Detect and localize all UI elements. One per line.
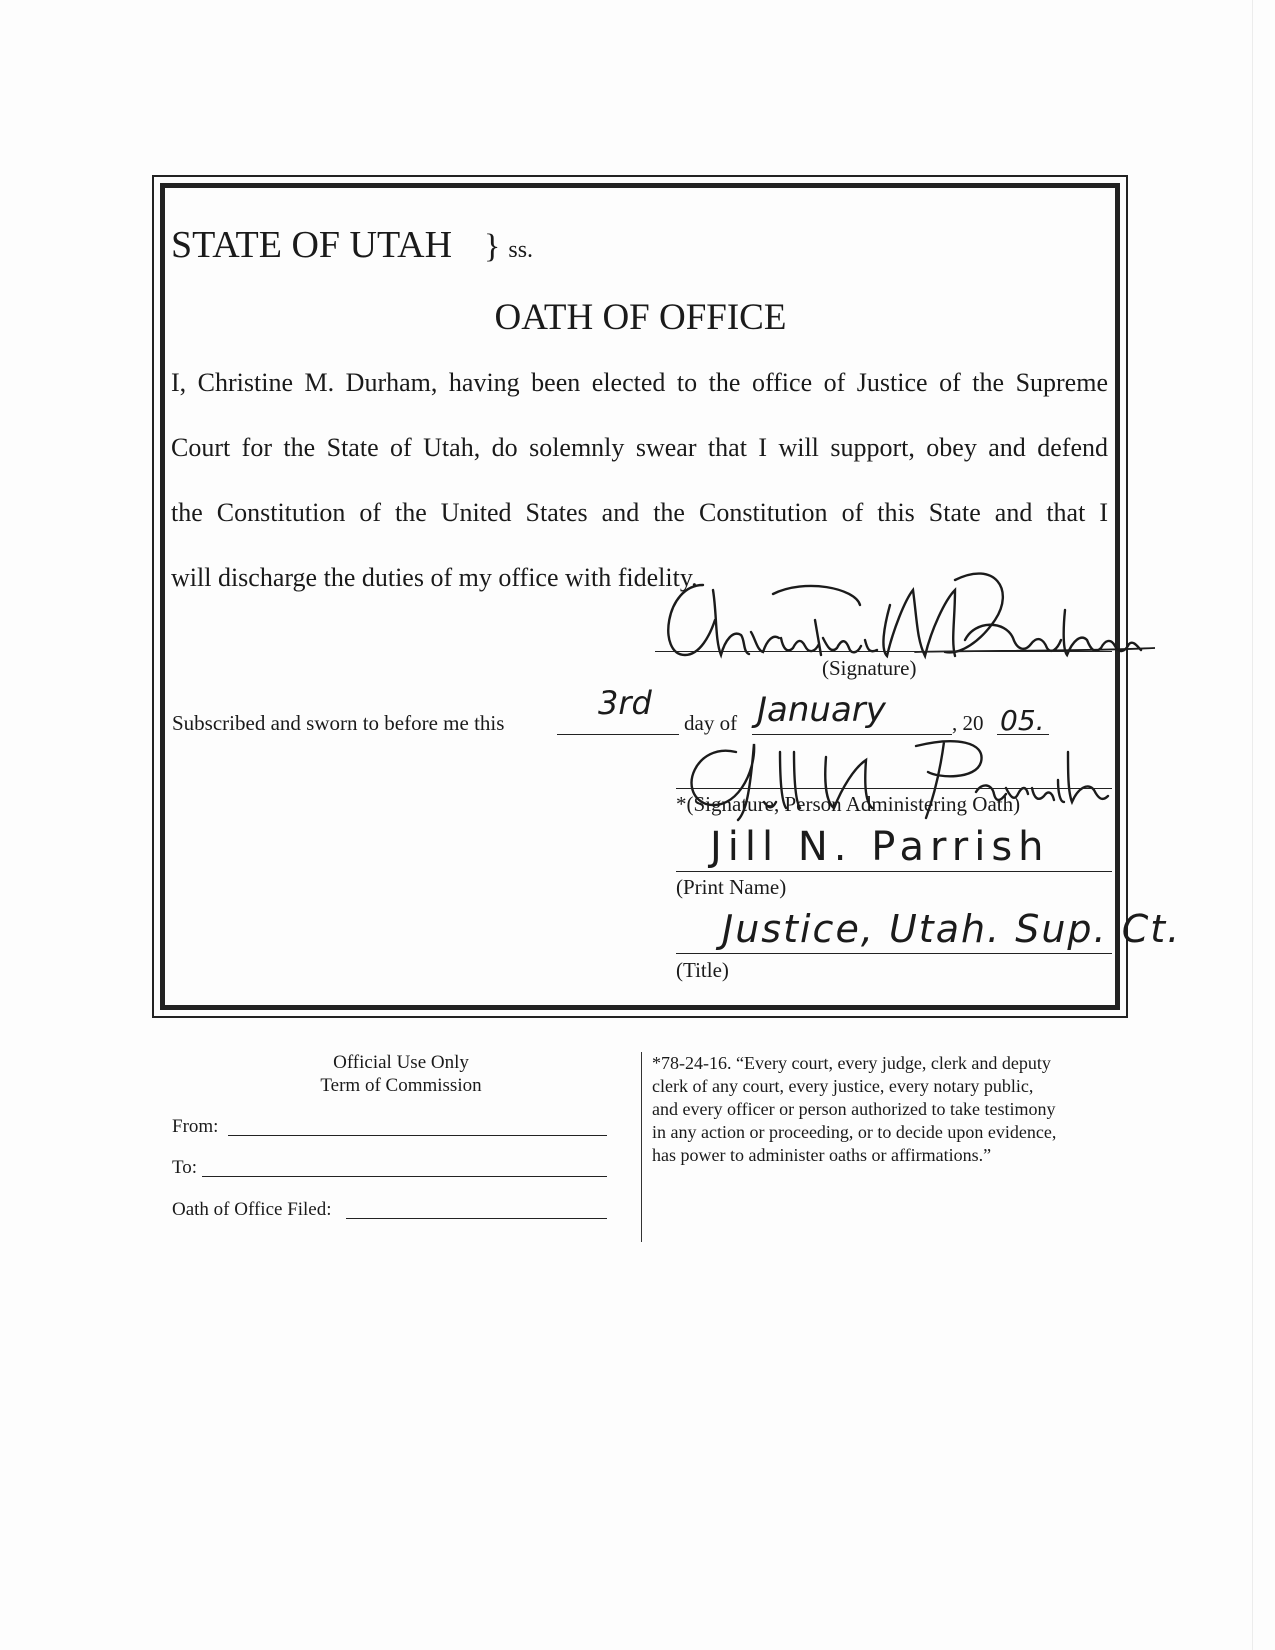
footnote-line-2: clerk of any court, every justice, every notary public, bbox=[652, 1076, 1034, 1096]
signature-caption: (Signature) bbox=[822, 656, 917, 680]
footnote-line-5: has power to administer oaths or affirmations.” bbox=[652, 1145, 992, 1165]
page-edge bbox=[1252, 0, 1253, 1650]
oath-filed-label: Oath of Office Filed: bbox=[172, 1199, 332, 1220]
oath-text-line-1: I, Christine M. Durham, having been elected to the office of Justice of the Supreme bbox=[171, 368, 1108, 397]
from-field-line[interactable] bbox=[228, 1135, 607, 1136]
official-use-heading: Official Use Only bbox=[333, 1052, 469, 1073]
term-of-commission-heading: Term of Commission bbox=[320, 1075, 482, 1096]
print-name-line bbox=[676, 871, 1112, 872]
oath-text-line-4: will discharge the duties of my office with fidelity. bbox=[171, 563, 698, 592]
print-name-caption: (Print Name) bbox=[676, 875, 787, 899]
year-prefix: , 20 bbox=[952, 711, 984, 735]
state-heading bbox=[171, 223, 533, 267]
signer-handwritten-signature bbox=[655, 560, 1155, 665]
document-title: OATH OF OFFICE bbox=[494, 297, 787, 338]
footnote-line-1: *78-24-16. “Every court, every judge, clerk and deputy bbox=[652, 1053, 1051, 1073]
footnote-line-4: in any action or proceeding, or to decide upon evidence, bbox=[652, 1122, 1057, 1142]
footnote-line-3: and every officer or person authorized to take testimony bbox=[652, 1099, 1056, 1119]
month-handwritten: January bbox=[757, 690, 886, 730]
ss-abbreviation: ss. bbox=[508, 237, 534, 263]
statute-footnote bbox=[652, 1052, 1122, 1167]
day-line bbox=[557, 734, 679, 735]
title-caption: (Title) bbox=[676, 958, 729, 982]
oath-text-line-2: Court for the State of Utah, do solemnly swear that I will support, obey and defend bbox=[171, 433, 1108, 462]
print-name-handwritten: Jill N. Parrish bbox=[710, 824, 1050, 870]
administrator-signature-line bbox=[676, 788, 1112, 789]
section-divider bbox=[641, 1052, 642, 1242]
title-handwritten: Justice, Utah. Sup. Ct. bbox=[722, 907, 1182, 951]
day-handwritten: 3rd bbox=[598, 684, 652, 722]
day-of-label: day of bbox=[684, 711, 738, 735]
year-handwritten: 05. bbox=[1000, 704, 1045, 737]
state-name: STATE OF UTAH bbox=[171, 224, 453, 266]
subscribed-prefix: Subscribed and sworn to before me this bbox=[172, 711, 505, 735]
oath-text-line-3: the Constitution of the United States and the Constitution of this State and that I bbox=[171, 498, 1108, 527]
administrator-signature-caption: *(Signature, Person Administering Oath) bbox=[676, 792, 1021, 816]
title-line bbox=[676, 953, 1112, 954]
to-label: To: bbox=[172, 1157, 198, 1178]
brace-symbol: } bbox=[484, 228, 501, 265]
oath-filed-field-line[interactable] bbox=[346, 1218, 607, 1219]
to-field-line[interactable] bbox=[202, 1176, 607, 1177]
signer-signature-line bbox=[655, 651, 1112, 652]
from-label: From: bbox=[172, 1116, 219, 1137]
